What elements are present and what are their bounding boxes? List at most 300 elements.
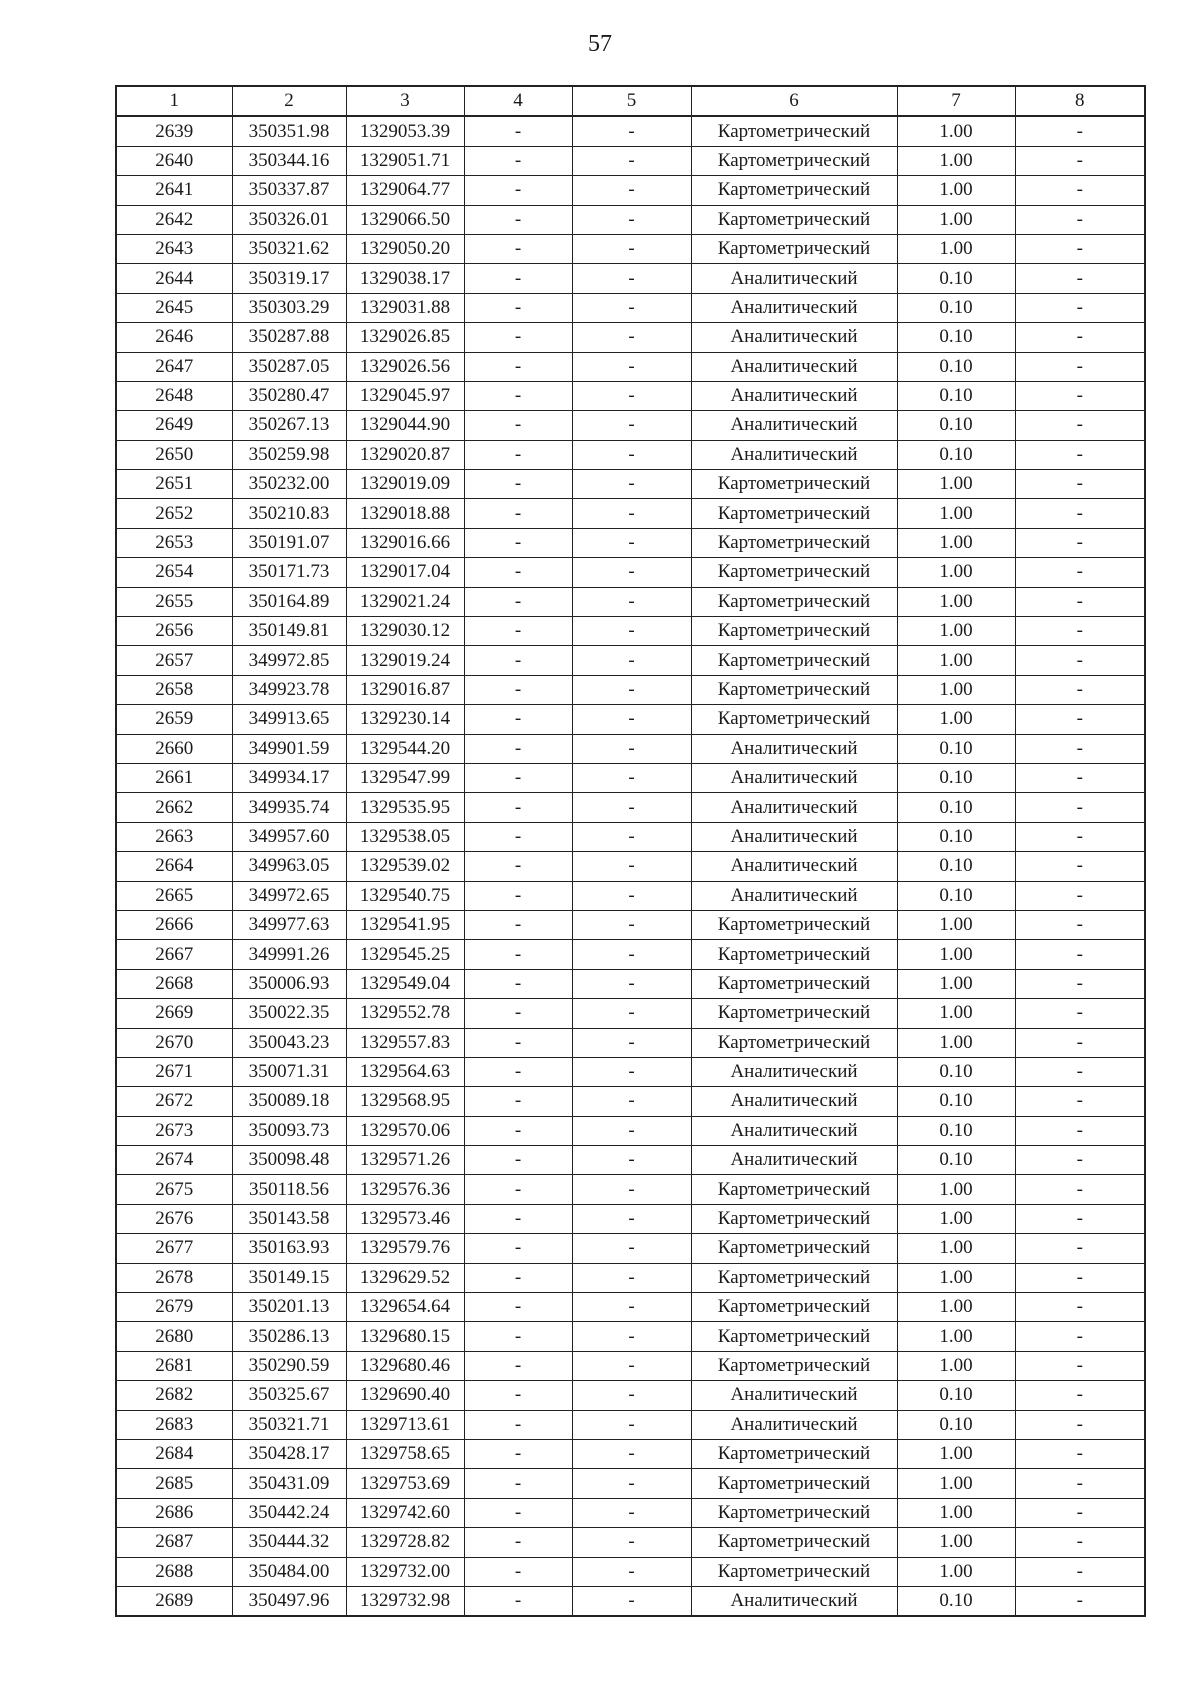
table-cell-col-5: - xyxy=(572,1381,691,1410)
table-cell-col-7: 1.00 xyxy=(897,1322,1015,1351)
table-cell-col-8: - xyxy=(1015,176,1145,205)
table-cell-col-8: - xyxy=(1015,1116,1145,1145)
table-cell-col-4: - xyxy=(464,999,572,1028)
table-cell-col-4: - xyxy=(464,499,572,528)
column-header-7: 7 xyxy=(897,86,1015,116)
table-cell-col-1: 2649 xyxy=(116,411,232,440)
table-cell-col-2: 350171.73 xyxy=(232,558,346,587)
table-cell-col-5: - xyxy=(572,1293,691,1322)
table-row xyxy=(116,675,1145,704)
table-cell-col-7: 1.00 xyxy=(897,940,1015,969)
table-cell-col-1: 2659 xyxy=(116,705,232,734)
table-cell-col-3: 1329535.95 xyxy=(346,793,464,822)
table-cell-col-1: 2676 xyxy=(116,1204,232,1233)
table-cell-col-6: Аналитический xyxy=(691,852,897,881)
table-cell-col-2: 349977.63 xyxy=(232,910,346,939)
table-cell-col-8: - xyxy=(1015,381,1145,410)
table-cell-col-8: - xyxy=(1015,1557,1145,1586)
table-cell-col-7: 1.00 xyxy=(897,499,1015,528)
table-cell-col-7: 1.00 xyxy=(897,675,1015,704)
table-cell-col-4: - xyxy=(464,852,572,881)
table-cell-col-8: - xyxy=(1015,323,1145,352)
table-cell-col-6: Аналитический xyxy=(691,1146,897,1175)
table-cell-col-1: 2663 xyxy=(116,822,232,851)
table-cell-col-6: Картометрический xyxy=(691,1469,897,1498)
table-cell-col-6: Картометрический xyxy=(691,1028,897,1057)
table-cell-col-7: 0.10 xyxy=(897,293,1015,322)
table-cell-col-2: 350303.29 xyxy=(232,293,346,322)
table-cell-col-3: 1329547.99 xyxy=(346,763,464,792)
table-cell-col-2: 350267.13 xyxy=(232,411,346,440)
table-cell-col-1: 2648 xyxy=(116,381,232,410)
table-row xyxy=(116,999,1145,1028)
table-cell-col-7: 1.00 xyxy=(897,1028,1015,1057)
table-cell-col-3: 1329742.60 xyxy=(346,1498,464,1527)
table-cell-col-2: 349991.26 xyxy=(232,940,346,969)
coordinates-table xyxy=(115,85,1146,1617)
table-cell-col-5: - xyxy=(572,587,691,616)
table-cell-col-8: - xyxy=(1015,558,1145,587)
table-row xyxy=(116,1586,1145,1616)
table-cell-col-2: 350071.31 xyxy=(232,1057,346,1086)
table-cell-col-1: 2667 xyxy=(116,940,232,969)
table-row xyxy=(116,940,1145,969)
table-cell-col-5: - xyxy=(572,763,691,792)
table-cell-col-3: 1329579.76 xyxy=(346,1234,464,1263)
table-cell-col-8: - xyxy=(1015,411,1145,440)
table-cell-col-1: 2675 xyxy=(116,1175,232,1204)
table-cell-col-7: 1.00 xyxy=(897,617,1015,646)
table-cell-col-3: 1329680.15 xyxy=(346,1322,464,1351)
table-cell-col-7: 1.00 xyxy=(897,116,1015,146)
table-cell-col-7: 0.10 xyxy=(897,1116,1015,1145)
table-cell-col-1: 2664 xyxy=(116,852,232,881)
table-cell-col-8: - xyxy=(1015,1057,1145,1086)
table-cell-col-1: 2653 xyxy=(116,528,232,557)
table-cell-col-5: - xyxy=(572,323,691,352)
table-cell-col-6: Аналитический xyxy=(691,440,897,469)
table-cell-col-1: 2681 xyxy=(116,1351,232,1380)
table-cell-col-1: 2644 xyxy=(116,264,232,293)
table-cell-col-6: Картометрический xyxy=(691,1557,897,1586)
table-cell-col-8: - xyxy=(1015,675,1145,704)
table-cell-col-4: - xyxy=(464,558,572,587)
table-cell-col-5: - xyxy=(572,234,691,263)
table-row xyxy=(116,176,1145,205)
table-cell-col-1: 2640 xyxy=(116,146,232,175)
table-cell-col-7: 1.00 xyxy=(897,558,1015,587)
table-cell-col-1: 2652 xyxy=(116,499,232,528)
table-cell-col-4: - xyxy=(464,1322,572,1351)
table-cell-col-6: Аналитический xyxy=(691,763,897,792)
table-cell-col-7: 1.00 xyxy=(897,999,1015,1028)
table-cell-col-5: - xyxy=(572,646,691,675)
table-cell-col-2: 350210.83 xyxy=(232,499,346,528)
table-cell-col-6: Картометрический xyxy=(691,705,897,734)
table-cell-col-8: - xyxy=(1015,940,1145,969)
table-cell-col-6: Картометрический xyxy=(691,646,897,675)
table-cell-col-4: - xyxy=(464,1498,572,1527)
table-cell-col-4: - xyxy=(464,1293,572,1322)
table-cell-col-8: - xyxy=(1015,1586,1145,1616)
table-cell-col-7: 1.00 xyxy=(897,705,1015,734)
table-cell-col-3: 1329570.06 xyxy=(346,1116,464,1145)
table-cell-col-7: 0.10 xyxy=(897,264,1015,293)
table-cell-col-1: 2683 xyxy=(116,1410,232,1439)
table-cell-col-6: Аналитический xyxy=(691,1381,897,1410)
table-cell-col-2: 350149.81 xyxy=(232,617,346,646)
table-cell-col-7: 1.00 xyxy=(897,910,1015,939)
table-cell-col-5: - xyxy=(572,558,691,587)
table-cell-col-5: - xyxy=(572,1057,691,1086)
table-cell-col-5: - xyxy=(572,1175,691,1204)
table-cell-col-6: Аналитический xyxy=(691,352,897,381)
table-row xyxy=(116,1351,1145,1380)
table-cell-col-4: - xyxy=(464,734,572,763)
table-cell-col-6: Картометрический xyxy=(691,499,897,528)
table-cell-col-4: - xyxy=(464,1586,572,1616)
table-cell-col-8: - xyxy=(1015,1293,1145,1322)
table-cell-col-1: 2662 xyxy=(116,793,232,822)
table-cell-col-8: - xyxy=(1015,793,1145,822)
table-cell-col-3: 1329680.46 xyxy=(346,1351,464,1380)
table-cell-col-3: 1329732.00 xyxy=(346,1557,464,1586)
table-cell-col-7: 1.00 xyxy=(897,1498,1015,1527)
table-row xyxy=(116,146,1145,175)
table-cell-col-5: - xyxy=(572,1439,691,1468)
table-row xyxy=(116,1204,1145,1233)
table-cell-col-8: - xyxy=(1015,617,1145,646)
table-cell-col-6: Картометрический xyxy=(691,528,897,557)
table-cell-col-3: 1329064.77 xyxy=(346,176,464,205)
table-cell-col-4: - xyxy=(464,1204,572,1233)
table-cell-col-5: - xyxy=(572,440,691,469)
table-cell-col-6: Аналитический xyxy=(691,411,897,440)
table-cell-col-8: - xyxy=(1015,1263,1145,1292)
table-cell-col-8: - xyxy=(1015,1087,1145,1116)
table-cell-col-5: - xyxy=(572,705,691,734)
table-row xyxy=(116,116,1145,146)
table-cell-col-4: - xyxy=(464,264,572,293)
table-cell-col-5: - xyxy=(572,176,691,205)
table-cell-col-3: 1329539.02 xyxy=(346,852,464,881)
table-cell-col-4: - xyxy=(464,528,572,557)
table-cell-col-3: 1329031.88 xyxy=(346,293,464,322)
table-cell-col-7: 1.00 xyxy=(897,205,1015,234)
table-cell-col-4: - xyxy=(464,1116,572,1145)
table-cell-col-1: 2678 xyxy=(116,1263,232,1292)
table-cell-col-7: 1.00 xyxy=(897,146,1015,175)
table-row xyxy=(116,1439,1145,1468)
column-header-8: 8 xyxy=(1015,86,1145,116)
table-cell-col-3: 1329576.36 xyxy=(346,1175,464,1204)
table-cell-col-5: - xyxy=(572,822,691,851)
table-cell-col-3: 1329050.20 xyxy=(346,234,464,263)
table-cell-col-5: - xyxy=(572,881,691,910)
table-cell-col-8: - xyxy=(1015,1146,1145,1175)
table-cell-col-8: - xyxy=(1015,440,1145,469)
table-cell-col-7: 0.10 xyxy=(897,1087,1015,1116)
table-cell-col-8: - xyxy=(1015,234,1145,263)
table-cell-col-7: 1.00 xyxy=(897,1351,1015,1380)
table-cell-col-2: 350201.13 xyxy=(232,1293,346,1322)
table-cell-col-2: 350319.17 xyxy=(232,264,346,293)
table-cell-col-1: 2674 xyxy=(116,1146,232,1175)
table-cell-col-4: - xyxy=(464,146,572,175)
table-cell-col-1: 2677 xyxy=(116,1234,232,1263)
table-cell-col-2: 350191.07 xyxy=(232,528,346,557)
table-cell-col-6: Картометрический xyxy=(691,617,897,646)
table-cell-col-1: 2687 xyxy=(116,1528,232,1557)
table-cell-col-4: - xyxy=(464,587,572,616)
table-cell-col-5: - xyxy=(572,499,691,528)
table-cell-col-8: - xyxy=(1015,205,1145,234)
table-cell-col-6: Картометрический xyxy=(691,587,897,616)
table-cell-col-2: 350484.00 xyxy=(232,1557,346,1586)
table-row xyxy=(116,499,1145,528)
table-row xyxy=(116,1410,1145,1439)
table-cell-col-8: - xyxy=(1015,1528,1145,1557)
table-cell-col-8: - xyxy=(1015,763,1145,792)
table-cell-col-2: 350259.98 xyxy=(232,440,346,469)
table-cell-col-4: - xyxy=(464,1439,572,1468)
table-row xyxy=(116,1381,1145,1410)
table-cell-col-4: - xyxy=(464,969,572,998)
table-cell-col-4: - xyxy=(464,176,572,205)
table-cell-col-2: 350325.67 xyxy=(232,1381,346,1410)
table-row xyxy=(116,734,1145,763)
table-cell-col-3: 1329690.40 xyxy=(346,1381,464,1410)
table-cell-col-4: - xyxy=(464,940,572,969)
table-cell-col-3: 1329019.24 xyxy=(346,646,464,675)
table-cell-col-7: 1.00 xyxy=(897,234,1015,263)
table-cell-col-8: - xyxy=(1015,470,1145,499)
table-cell-col-6: Картометрический xyxy=(691,1204,897,1233)
table-cell-col-1: 2672 xyxy=(116,1087,232,1116)
table-cell-col-1: 2643 xyxy=(116,234,232,263)
table-cell-col-2: 350280.47 xyxy=(232,381,346,410)
table-row xyxy=(116,822,1145,851)
table-cell-col-7: 0.10 xyxy=(897,734,1015,763)
table-cell-col-5: - xyxy=(572,793,691,822)
table-cell-col-4: - xyxy=(464,1381,572,1410)
table-cell-col-1: 2679 xyxy=(116,1293,232,1322)
table-cell-col-7: 0.10 xyxy=(897,763,1015,792)
table-cell-col-2: 350428.17 xyxy=(232,1439,346,1468)
table-cell-col-7: 0.10 xyxy=(897,822,1015,851)
table-cell-col-6: Картометрический xyxy=(691,1263,897,1292)
table-cell-col-2: 350163.93 xyxy=(232,1234,346,1263)
table-cell-col-4: - xyxy=(464,293,572,322)
table-cell-col-3: 1329018.88 xyxy=(346,499,464,528)
table-cell-col-8: - xyxy=(1015,1322,1145,1351)
table-cell-col-2: 350006.93 xyxy=(232,969,346,998)
table-cell-col-6: Аналитический xyxy=(691,734,897,763)
table-cell-col-3: 1329538.05 xyxy=(346,822,464,851)
table-cell-col-4: - xyxy=(464,822,572,851)
table-cell-col-2: 350118.56 xyxy=(232,1175,346,1204)
table-cell-col-2: 350164.89 xyxy=(232,587,346,616)
table-row xyxy=(116,881,1145,910)
table-cell-col-6: Картометрический xyxy=(691,910,897,939)
table-cell-col-5: - xyxy=(572,528,691,557)
table-cell-col-3: 1329066.50 xyxy=(346,205,464,234)
table-cell-col-7: 1.00 xyxy=(897,969,1015,998)
table-cell-col-1: 2647 xyxy=(116,352,232,381)
table-cell-col-3: 1329540.75 xyxy=(346,881,464,910)
header-row xyxy=(116,86,1145,116)
table-row xyxy=(116,205,1145,234)
table-cell-col-6: Аналитический xyxy=(691,264,897,293)
table-cell-col-2: 350098.48 xyxy=(232,1146,346,1175)
table-cell-col-6: Аналитический xyxy=(691,1586,897,1616)
table-cell-col-5: - xyxy=(572,470,691,499)
table-cell-col-6: Аналитический xyxy=(691,293,897,322)
table-row xyxy=(116,352,1145,381)
table-cell-col-8: - xyxy=(1015,852,1145,881)
table-cell-col-3: 1329568.95 xyxy=(346,1087,464,1116)
table-cell-col-1: 2650 xyxy=(116,440,232,469)
table-row xyxy=(116,705,1145,734)
table-cell-col-2: 350290.59 xyxy=(232,1351,346,1380)
table-cell-col-4: - xyxy=(464,470,572,499)
table-cell-col-5: - xyxy=(572,352,691,381)
table-cell-col-2: 349963.05 xyxy=(232,852,346,881)
table-cell-col-5: - xyxy=(572,1351,691,1380)
column-header-3: 3 xyxy=(346,86,464,116)
table-cell-col-1: 2661 xyxy=(116,763,232,792)
table-header xyxy=(116,86,1145,116)
table-cell-col-3: 1329552.78 xyxy=(346,999,464,1028)
table-cell-col-8: - xyxy=(1015,293,1145,322)
table-cell-col-2: 350431.09 xyxy=(232,1469,346,1498)
table-cell-col-1: 2656 xyxy=(116,617,232,646)
table-cell-col-6: Картометрический xyxy=(691,1175,897,1204)
table-cell-col-7: 1.00 xyxy=(897,1469,1015,1498)
table-cell-col-7: 1.00 xyxy=(897,1234,1015,1263)
table-cell-col-2: 350232.00 xyxy=(232,470,346,499)
table-cell-col-1: 2668 xyxy=(116,969,232,998)
table-cell-col-3: 1329026.85 xyxy=(346,323,464,352)
table-cell-col-6: Картометрический xyxy=(691,1322,897,1351)
table-cell-col-6: Картометрический xyxy=(691,1234,897,1263)
table-cell-col-3: 1329758.65 xyxy=(346,1439,464,1468)
table-row xyxy=(116,1557,1145,1586)
table-cell-col-6: Картометрический xyxy=(691,940,897,969)
table-cell-col-5: - xyxy=(572,1204,691,1233)
table-cell-col-3: 1329629.52 xyxy=(346,1263,464,1292)
table-cell-col-5: - xyxy=(572,146,691,175)
table-cell-col-8: - xyxy=(1015,1439,1145,1468)
table-cell-col-4: - xyxy=(464,323,572,352)
table-cell-col-1: 2689 xyxy=(116,1586,232,1616)
column-header-5: 5 xyxy=(572,86,691,116)
table-cell-col-4: - xyxy=(464,646,572,675)
table-cell-col-6: Картометрический xyxy=(691,116,897,146)
table-row xyxy=(116,1175,1145,1204)
table-cell-col-8: - xyxy=(1015,1028,1145,1057)
table-cell-col-8: - xyxy=(1015,969,1145,998)
table-cell-col-7: 1.00 xyxy=(897,176,1015,205)
table-cell-col-1: 2642 xyxy=(116,205,232,234)
table-cell-col-3: 1329654.64 xyxy=(346,1293,464,1322)
table-cell-col-6: Аналитический xyxy=(691,1116,897,1145)
table-cell-col-6: Аналитический xyxy=(691,323,897,352)
table-cell-col-7: 0.10 xyxy=(897,440,1015,469)
table-row xyxy=(116,1322,1145,1351)
table-cell-col-8: - xyxy=(1015,646,1145,675)
table-cell-col-5: - xyxy=(572,1469,691,1498)
column-header-6: 6 xyxy=(691,86,897,116)
table-row xyxy=(116,1057,1145,1086)
table-cell-col-8: - xyxy=(1015,999,1145,1028)
column-header-4: 4 xyxy=(464,86,572,116)
table-cell-col-7: 0.10 xyxy=(897,1057,1015,1086)
table-row xyxy=(116,323,1145,352)
table-row xyxy=(116,587,1145,616)
table-cell-col-8: - xyxy=(1015,1381,1145,1410)
table-cell-col-2: 350022.35 xyxy=(232,999,346,1028)
table-cell-col-3: 1329044.90 xyxy=(346,411,464,440)
table-cell-col-7: 0.10 xyxy=(897,381,1015,410)
table-cell-col-3: 1329038.17 xyxy=(346,264,464,293)
table-cell-col-6: Картометрический xyxy=(691,176,897,205)
table-body xyxy=(116,116,1145,1616)
table-cell-col-5: - xyxy=(572,1586,691,1616)
table-cell-col-7: 0.10 xyxy=(897,1410,1015,1439)
table-cell-col-1: 2645 xyxy=(116,293,232,322)
table-cell-col-8: - xyxy=(1015,352,1145,381)
table-row xyxy=(116,793,1145,822)
table-cell-col-1: 2657 xyxy=(116,646,232,675)
table-cell-col-2: 350321.71 xyxy=(232,1410,346,1439)
table-cell-col-2: 350321.62 xyxy=(232,234,346,263)
table-cell-col-5: - xyxy=(572,1528,691,1557)
table-cell-col-5: - xyxy=(572,116,691,146)
table-row xyxy=(116,969,1145,998)
table-cell-col-2: 350043.23 xyxy=(232,1028,346,1057)
table-cell-col-6: Аналитический xyxy=(691,1410,897,1439)
table-cell-col-6: Картометрический xyxy=(691,1498,897,1527)
table-cell-col-2: 350286.13 xyxy=(232,1322,346,1351)
table-cell-col-2: 349957.60 xyxy=(232,822,346,851)
table-row xyxy=(116,1087,1145,1116)
table-cell-col-4: - xyxy=(464,1263,572,1292)
table-cell-col-4: - xyxy=(464,1528,572,1557)
table-cell-col-5: - xyxy=(572,1146,691,1175)
table-cell-col-4: - xyxy=(464,1087,572,1116)
table-cell-col-5: - xyxy=(572,969,691,998)
table-row xyxy=(116,411,1145,440)
table-cell-col-6: Картометрический xyxy=(691,999,897,1028)
table-cell-col-3: 1329030.12 xyxy=(346,617,464,646)
table-cell-col-8: - xyxy=(1015,1351,1145,1380)
table-row xyxy=(116,1469,1145,1498)
table-row xyxy=(116,1028,1145,1057)
table-cell-col-2: 349934.17 xyxy=(232,763,346,792)
table-cell-col-5: - xyxy=(572,381,691,410)
table-cell-col-8: - xyxy=(1015,116,1145,146)
table-cell-col-8: - xyxy=(1015,528,1145,557)
table-cell-col-5: - xyxy=(572,675,691,704)
table-cell-col-1: 2665 xyxy=(116,881,232,910)
column-header-2: 2 xyxy=(232,86,346,116)
table-cell-col-7: 1.00 xyxy=(897,587,1015,616)
table-cell-col-6: Картометрический xyxy=(691,146,897,175)
table-cell-col-7: 1.00 xyxy=(897,1204,1015,1233)
table-cell-col-7: 1.00 xyxy=(897,1175,1015,1204)
table-cell-col-6: Аналитический xyxy=(691,793,897,822)
